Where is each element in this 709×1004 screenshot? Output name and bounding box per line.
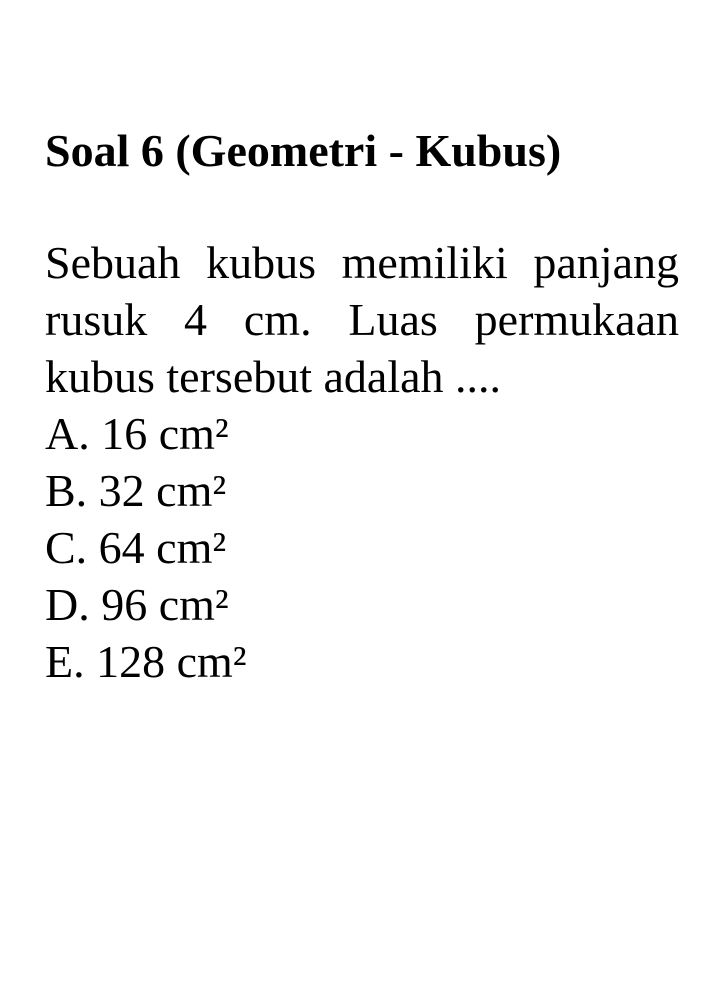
question-text: Sebuah kubus memiliki panjang rusuk 4 cm. Luas permukaan kubus tersebut adalah .... — [45, 237, 679, 402]
option-a: A. 16 cm² — [45, 408, 229, 459]
answer-options — [45, 405, 679, 690]
question-sheet — [45, 122, 679, 690]
question-title: Soal 6 (Geometri - Kubus) — [45, 125, 562, 176]
option-e: E. 128 cm² — [45, 636, 247, 687]
option-d: D. 96 cm² — [45, 579, 229, 630]
option-b: B. 32 cm² — [45, 465, 227, 516]
option-c: C. 64 cm² — [45, 522, 227, 573]
